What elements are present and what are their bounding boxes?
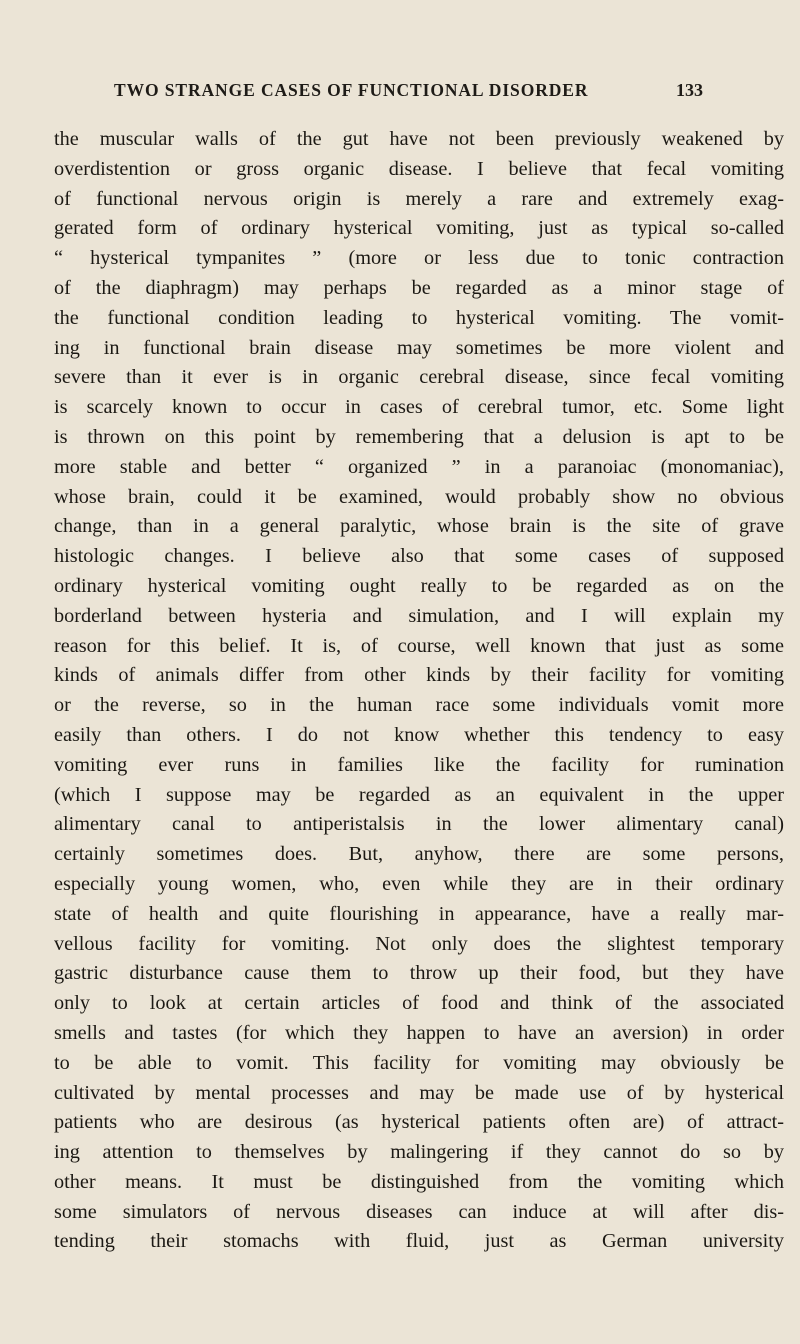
text-line: reason for this belief. It is, of course, well known that just as some (54, 634, 784, 657)
text-line: of functional nervous origin is merely a rare and extremely exag- (54, 187, 784, 210)
text-line: especially young women, who, even while they are in their ordinary (54, 872, 784, 895)
text-line: (which I suppose may be regarded as an equivalent in the upper (54, 783, 784, 806)
text-line: tending their stomachs with fluid, just as German university (54, 1230, 784, 1253)
text-line: gastric disturbance cause them to throw up their food, but they have (54, 962, 784, 985)
text-line: severe than it ever is in organic cerebral disease, since fecal vomiting (54, 366, 784, 389)
text-line: gerated form of ordinary hysterical vomiting, just as typical so-called (54, 217, 784, 240)
text-line: of the diaphragm) may perhaps be regarded as a minor stage of (54, 276, 784, 299)
text-line: vomiting ever runs in families like the facility for rumination (54, 753, 784, 776)
text-line: whose brain, could it be examined, would probably show no obvious (54, 485, 784, 508)
text-line: ing in functional brain disease may sometimes be more violent and (54, 336, 784, 359)
running-head (86, 80, 786, 110)
text-line: ordinary hysterical vomiting ought really to be regarded as on the (54, 574, 784, 597)
text-line: the functional condition leading to hysterical vomiting. The vomit- (54, 306, 784, 329)
text-line: the muscular walls of the gut have not been previously weakened by (54, 128, 784, 150)
text-line: or the reverse, so in the human race some individuals vomit more (54, 694, 784, 717)
text-line: cultivated by mental processes and may be made use of by hysterical (54, 1081, 784, 1104)
text-line: state of health and quite flourishing in appearance, have a really mar- (54, 902, 784, 925)
running-title: TWO STRANGE CASES OF FUNCTIONAL DISORDER (114, 80, 589, 100)
text-line: certainly sometimes does. But, anyhow, there are some persons, (54, 843, 784, 866)
text-line: “ hysterical tympanites ” (more or less due to tonic contraction (54, 247, 784, 270)
text-line: patients who are desirous (as hysterical patients often are) of attract- (54, 1111, 784, 1134)
text-line: some simulators of nervous diseases can induce at will after dis- (54, 1200, 784, 1223)
text-line: more stable and better “ organized ” in a paranoiac (monomaniac), (54, 455, 784, 478)
text-line: borderland between hysteria and simulation, and I will explain my (54, 604, 784, 627)
page-number: 133 (676, 80, 703, 100)
text-line: vellous facility for vomiting. Not only does the slightest temporary (54, 932, 784, 955)
text-line: other means. It must be distinguished from the vomiting which (54, 1170, 784, 1193)
text-line: overdistention or gross organic disease. I believe that fecal vomiting (54, 157, 784, 180)
text-line: to be able to vomit. This facility for vomiting may obviously be (54, 1051, 784, 1074)
text-line: histologic changes. I believe also that some cases of supposed (54, 545, 784, 568)
text-line: is thrown on this point by remembering that a delusion is apt to be (54, 425, 784, 448)
body-text (54, 125, 784, 1257)
text-line: smells and tastes (for which they happen to have an aversion) in order (54, 1021, 784, 1044)
text-line: kinds of animals differ from other kinds by their facility for vomiting (54, 664, 784, 687)
text-line: easily than others. I do not know whether this tendency to easy (54, 723, 784, 746)
text-line: alimentary canal to antiperistalsis in the lower alimentary canal) (54, 813, 784, 836)
text-line: change, than in a general paralytic, whose brain is the site of grave (54, 515, 784, 538)
text-line: ing attention to themselves by malingering if they cannot do so by (54, 1141, 784, 1164)
text-line: is scarcely known to occur in cases of cerebral tumor, etc. Some light (54, 396, 784, 419)
text-line: only to look at certain articles of food and think of the associated (54, 992, 784, 1015)
